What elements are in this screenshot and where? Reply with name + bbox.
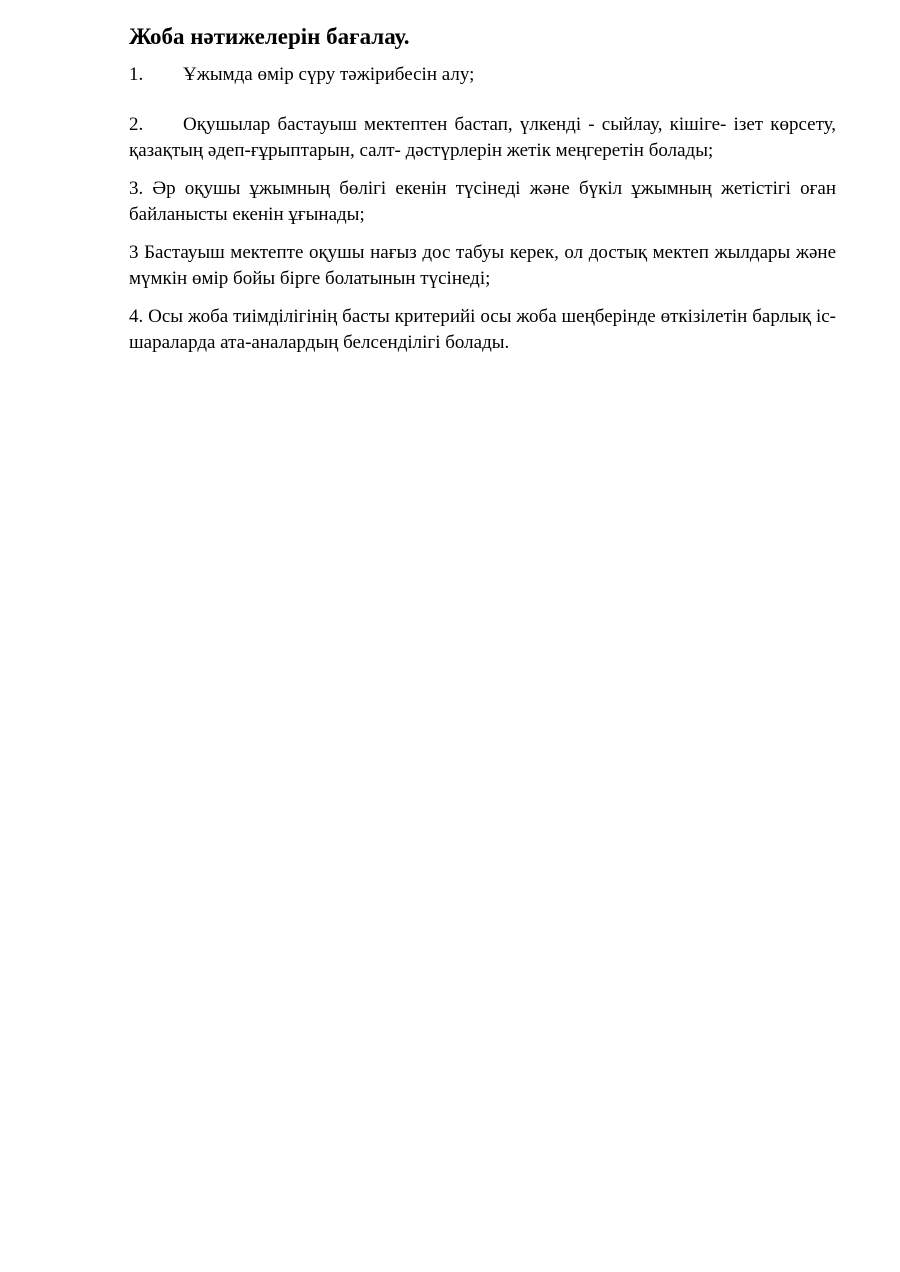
list-item: 4. Осы жоба тиімділігінің басты критерийі осы жоба шеңберінде өткізілетін барлық іс-шараларда ата-аналардың белсенділігі болады. [129,306,836,353]
document-title: Жоба нәтижелерін бағалау. [129,24,410,49]
item-number: 2. [129,114,144,135]
list-item: 3. Әр оқушы ұжымның бөлігі екенін түсінеді және бүкіл ұжымның жетістігі оған байланысты екенін ұғынады; [129,178,836,225]
document-page [129,22,836,356]
list-item: 3 Бастауыш мектепте оқушы нағыз дос табуы керек, ол достық мектеп жылдары және мүмкін өмір бойы бірге болатынын түсінеді; [129,242,836,289]
item-number: 1. [129,64,144,85]
list-item [129,112,836,164]
list-item [129,62,836,88]
item-text: Ұжымда өмір сүру тәжірибесін алу; [183,64,475,85]
item-text: Оқушылар бастауыш мектептен бастап, үлкенді - сыйлау, кішіге- ізет көрсету, қазақтың әдеп-ғұрыптарын, салт- дәстүрлерін жетік меңгеретін болады; [129,114,836,161]
